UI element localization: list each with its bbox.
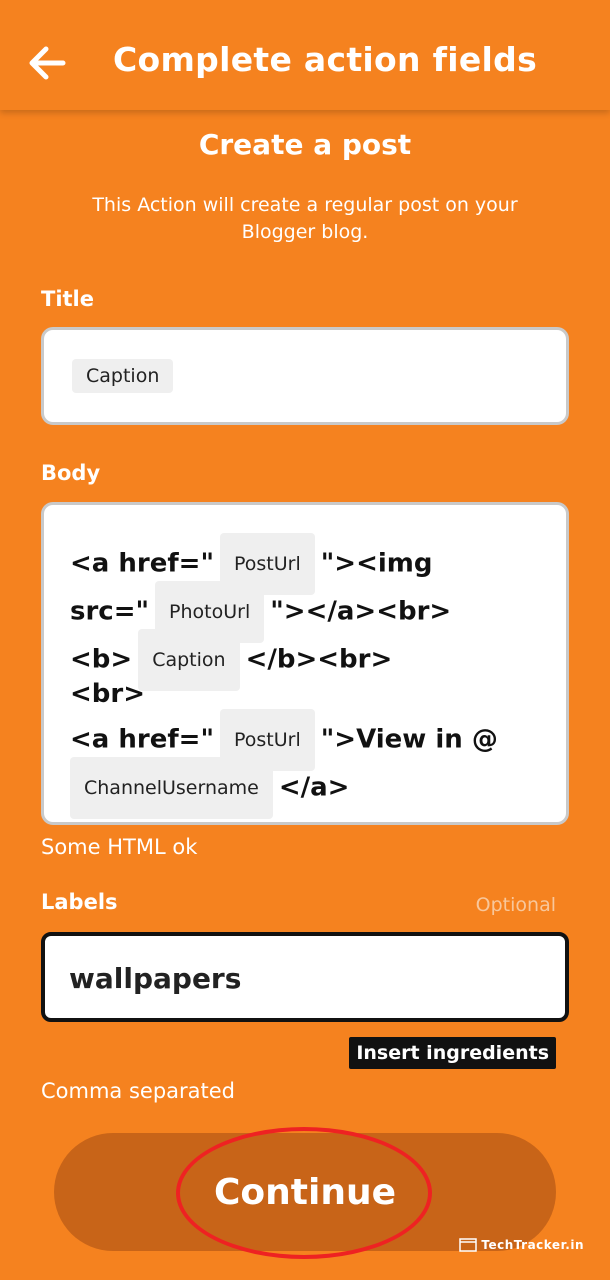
action-title: Create a post bbox=[198, 128, 412, 161]
body-line bbox=[70, 709, 540, 757]
page-title: Complete action fields bbox=[112, 40, 538, 79]
labels-label: Labels bbox=[41, 890, 118, 914]
labels-helper: Comma separated bbox=[41, 1079, 236, 1103]
highlight-annotation bbox=[176, 1127, 432, 1259]
body-line bbox=[70, 581, 540, 629]
labels-input[interactable] bbox=[41, 932, 569, 1022]
code-text: "><img bbox=[320, 548, 433, 579]
app-header bbox=[0, 0, 610, 110]
title-label: Title bbox=[41, 287, 95, 311]
posturl-ingredient[interactable]: PostUrl bbox=[220, 533, 315, 595]
code-text: <br> bbox=[70, 679, 146, 709]
labels-value: wallpapers bbox=[69, 962, 242, 995]
insert-ingredients-button[interactable]: Insert ingredients bbox=[349, 1037, 556, 1069]
body-content bbox=[44, 505, 566, 805]
code-text: ">View in @ bbox=[320, 724, 498, 755]
caption-ingredient[interactable]: Caption bbox=[72, 359, 173, 393]
body-line bbox=[70, 757, 540, 805]
code-text: <a href=" bbox=[70, 724, 214, 755]
body-label: Body bbox=[41, 461, 101, 485]
code-text: </b><br> bbox=[245, 644, 393, 675]
optional-tag: Optional bbox=[475, 894, 556, 916]
title-field[interactable] bbox=[41, 327, 569, 425]
code-text: "></a><br> bbox=[270, 596, 452, 627]
code-text: </a> bbox=[278, 772, 350, 803]
watermark-text: TechTracker.in bbox=[481, 1238, 584, 1252]
continue-label: Continue bbox=[213, 1171, 396, 1213]
body-helper: Some HTML ok bbox=[41, 835, 198, 859]
action-description: This Action will create a regular post on your Blogger blog. bbox=[92, 194, 518, 243]
code-text: <b> bbox=[70, 644, 133, 675]
body-line bbox=[70, 533, 540, 581]
posturl-ingredient[interactable]: PostUrl bbox=[220, 709, 315, 771]
photourl-ingredient[interactable]: PhotoUrl bbox=[155, 581, 264, 643]
browser-icon bbox=[459, 1238, 477, 1252]
body-line bbox=[70, 629, 540, 675]
watermark bbox=[459, 1238, 584, 1252]
code-text: src=" bbox=[70, 596, 150, 627]
caption-ingredient[interactable]: Caption bbox=[138, 629, 239, 691]
code-text: <a href=" bbox=[70, 548, 214, 579]
body-field[interactable] bbox=[41, 502, 569, 825]
body-line bbox=[70, 669, 540, 709]
channelusername-ingredient[interactable]: ChannelUsername bbox=[70, 757, 273, 819]
